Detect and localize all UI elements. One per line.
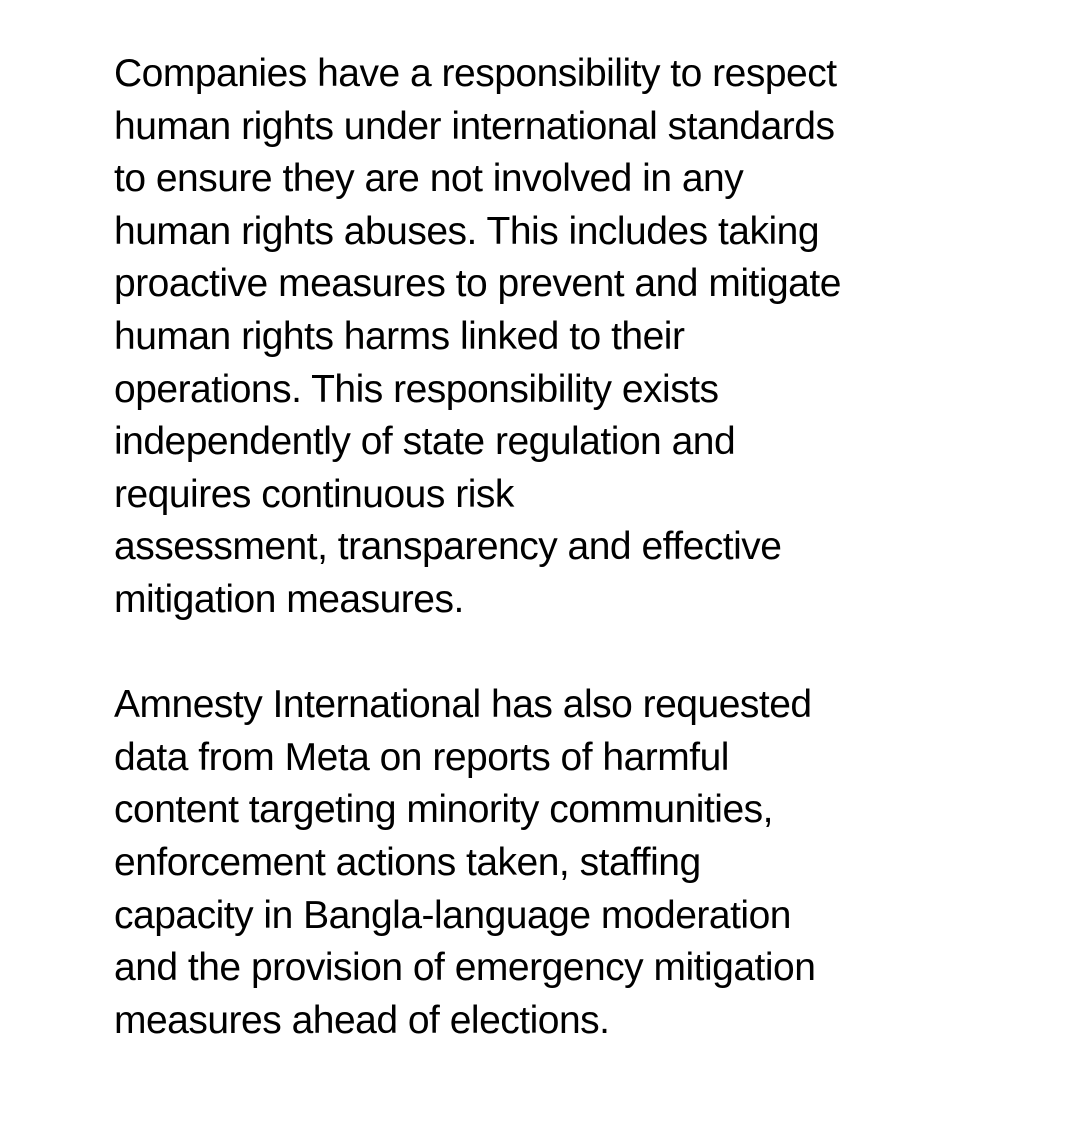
document-body — [114, 48, 1014, 1047]
text-line: human rights harms linked to their — [114, 314, 685, 358]
text-line: capacity in Bangla-language moderation — [114, 893, 791, 937]
text-line: and the provision of emergency mitigation — [114, 946, 816, 990]
text-line: independently of state regulation and — [114, 420, 736, 464]
text-line: measures ahead of elections. — [114, 998, 610, 1042]
text-line: assessment, transparency and effective — [114, 525, 782, 569]
text-line: proactive measures to prevent and mitigate — [114, 262, 841, 306]
paragraph-corporate-responsibility — [114, 48, 1014, 627]
paragraph-spacing — [114, 627, 1014, 680]
text-line: to ensure they are not involved in any — [114, 157, 744, 201]
text-line: Amnesty International has also requested — [114, 683, 812, 727]
text-line: enforcement actions taken, staffing — [114, 840, 701, 884]
paragraph-amnesty-request — [114, 679, 1014, 1047]
text-line: content targeting minority communities, — [114, 788, 773, 832]
text-line: human rights abuses. This includes taking — [114, 209, 820, 253]
text-line: mitigation measures. — [114, 577, 464, 621]
text-line: requires continuous risk — [114, 472, 514, 516]
text-line: operations. This responsibility exists — [114, 367, 719, 411]
text-line: data from Meta on reports of harmful — [114, 735, 729, 779]
text-line: Companies have a responsibility to respect — [114, 52, 837, 95]
text-line: human rights under international standards — [114, 104, 835, 148]
